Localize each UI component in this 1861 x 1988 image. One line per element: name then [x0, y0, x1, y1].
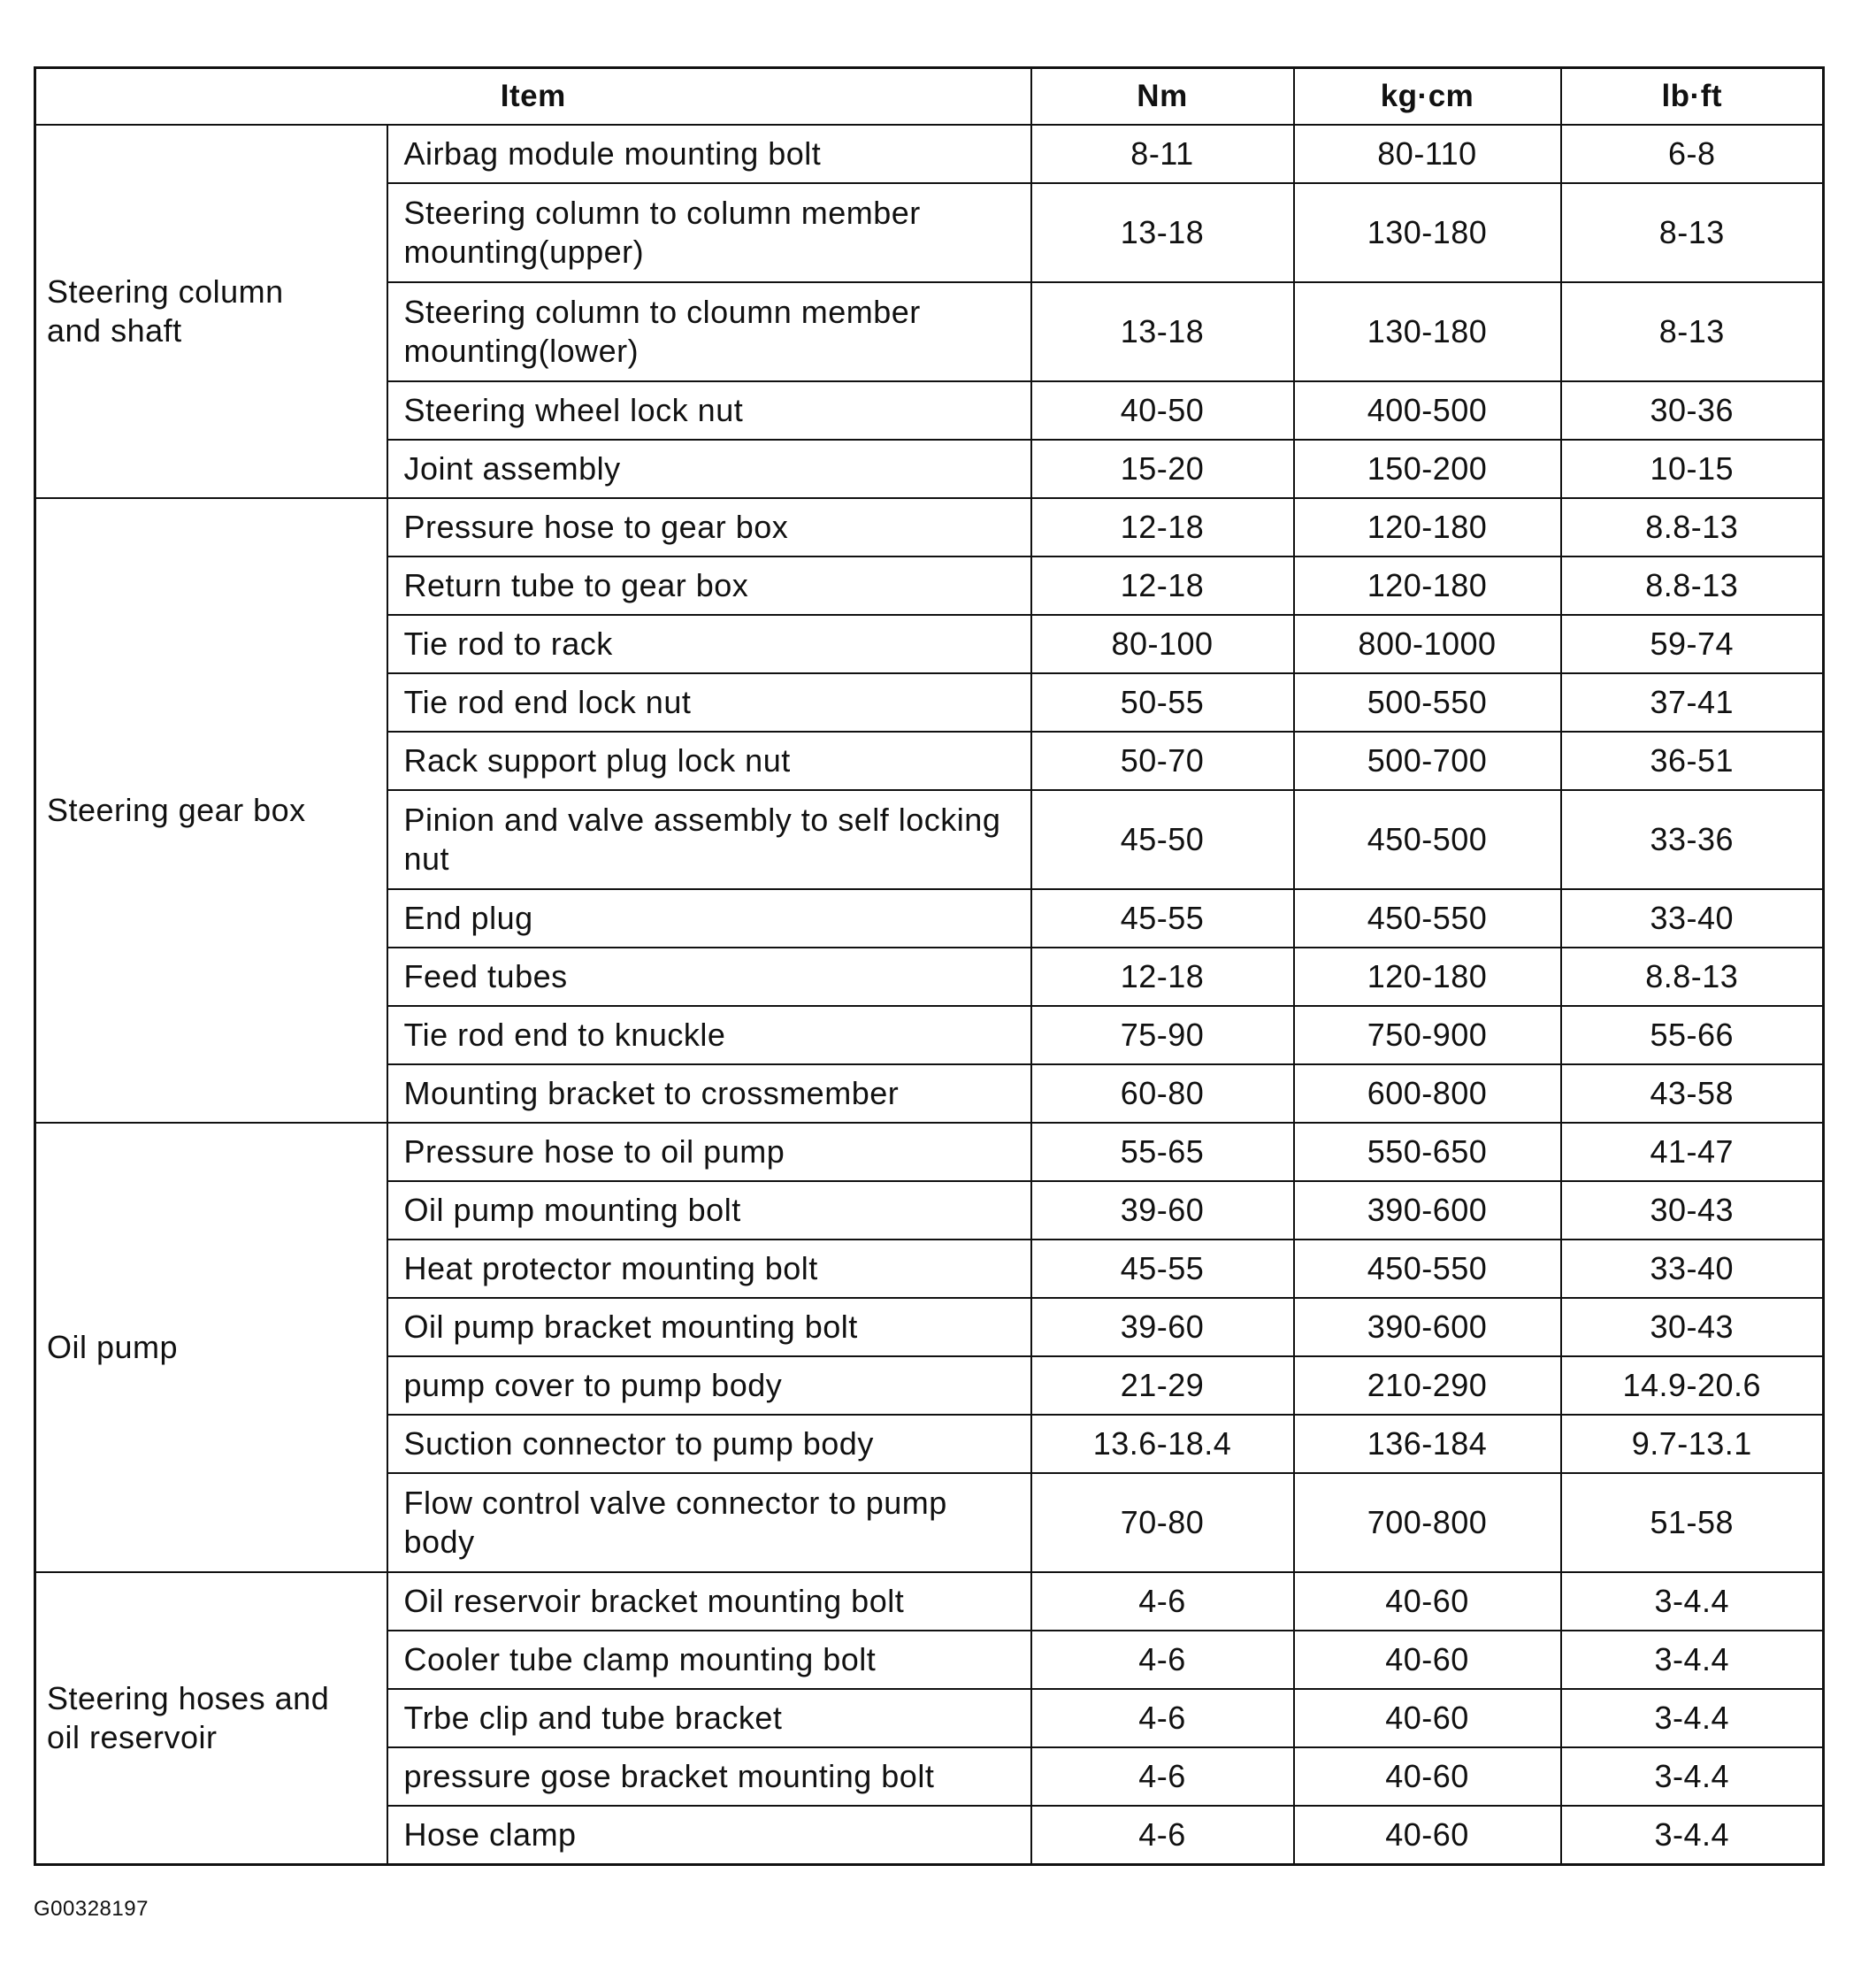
kgcm-cell: 40-60 [1294, 1689, 1561, 1747]
kgcm-cell: 450-500 [1294, 790, 1561, 889]
kgcm-cell: 130-180 [1294, 183, 1561, 282]
column-header-kgcm: kg·cm [1294, 68, 1561, 126]
column-header-lbft: lb·ft [1561, 68, 1824, 126]
lbft-cell: 6-8 [1561, 125, 1824, 183]
kgcm-cell: 450-550 [1294, 889, 1561, 948]
lbft-cell: 3-4.4 [1561, 1572, 1824, 1631]
kgcm-cell: 40-60 [1294, 1631, 1561, 1689]
table-body [35, 125, 1824, 1865]
item-cell: Heat protector mounting bolt [387, 1240, 1031, 1298]
lbft-cell: 30-43 [1561, 1181, 1824, 1240]
group-cell-steering-column-and-shaft [35, 125, 387, 498]
table-row [35, 125, 1824, 183]
item-cell: Return tube to gear box [387, 556, 1031, 615]
nm-cell: 15-20 [1031, 440, 1294, 498]
lbft-cell: 30-43 [1561, 1298, 1824, 1356]
lbft-cell: 33-40 [1561, 1240, 1824, 1298]
header-row [35, 68, 1824, 126]
group-cell-steering-hoses-and-oil-reservoir [35, 1572, 387, 1865]
item-cell: Steering column to column member mounting(upper) [387, 183, 1031, 282]
kgcm-cell: 450-550 [1294, 1240, 1561, 1298]
item-cell: Flow control valve connector to pump body [387, 1473, 1031, 1572]
lbft-cell: 30-36 [1561, 381, 1824, 440]
nm-cell: 4-6 [1031, 1631, 1294, 1689]
lbft-cell: 8-13 [1561, 183, 1824, 282]
kgcm-cell: 120-180 [1294, 498, 1561, 556]
nm-cell: 4-6 [1031, 1572, 1294, 1631]
lbft-cell: 37-41 [1561, 673, 1824, 732]
lbft-cell: 8-13 [1561, 282, 1824, 381]
lbft-cell: 59-74 [1561, 615, 1824, 673]
item-cell: Cooler tube clamp mounting bolt [387, 1631, 1031, 1689]
item-cell: Trbe clip and tube bracket [387, 1689, 1031, 1747]
group-label: Oil pump [47, 1329, 179, 1366]
kgcm-cell: 210-290 [1294, 1356, 1561, 1415]
nm-cell: 50-70 [1031, 732, 1294, 790]
nm-cell: 13.6-18.4 [1031, 1415, 1294, 1473]
lbft-cell: 3-4.4 [1561, 1689, 1824, 1747]
item-cell: pump cover to pump body [387, 1356, 1031, 1415]
group-cell-oil-pump [35, 1123, 387, 1572]
nm-cell: 45-50 [1031, 790, 1294, 889]
item-cell: Steering column to cloumn member mounting(lower) [387, 282, 1031, 381]
column-header-nm: Nm [1031, 68, 1294, 126]
nm-cell: 4-6 [1031, 1747, 1294, 1806]
lbft-cell: 3-4.4 [1561, 1806, 1824, 1865]
lbft-cell: 8.8-13 [1561, 556, 1824, 615]
lbft-cell: 33-40 [1561, 889, 1824, 948]
kgcm-cell: 80-110 [1294, 125, 1561, 183]
kgcm-cell: 120-180 [1294, 556, 1561, 615]
item-cell: Rack support plug lock nut [387, 732, 1031, 790]
kgcm-cell: 150-200 [1294, 440, 1561, 498]
item-cell: Oil reservoir bracket mounting bolt [387, 1572, 1031, 1631]
kgcm-cell: 700-800 [1294, 1473, 1561, 1572]
lbft-cell: 41-47 [1561, 1123, 1824, 1181]
item-cell: Mounting bracket to crossmember [387, 1064, 1031, 1123]
item-cell: Oil pump mounting bolt [387, 1181, 1031, 1240]
item-cell: Tie rod to rack [387, 615, 1031, 673]
torque-spec-table [34, 66, 1825, 1866]
lbft-cell: 8.8-13 [1561, 948, 1824, 1006]
table-row [35, 1123, 1824, 1181]
lbft-cell: 14.9-20.6 [1561, 1356, 1824, 1415]
item-cell: Suction connector to pump body [387, 1415, 1031, 1473]
nm-cell: 12-18 [1031, 556, 1294, 615]
item-cell: Tie rod end to knuckle [387, 1006, 1031, 1064]
nm-cell: 13-18 [1031, 183, 1294, 282]
nm-cell: 45-55 [1031, 889, 1294, 948]
item-cell: Oil pump bracket mounting bolt [387, 1298, 1031, 1356]
kgcm-cell: 120-180 [1294, 948, 1561, 1006]
nm-cell: 8-11 [1031, 125, 1294, 183]
kgcm-cell: 40-60 [1294, 1806, 1561, 1865]
item-cell: Feed tubes [387, 948, 1031, 1006]
lbft-cell: 9.7-13.1 [1561, 1415, 1824, 1473]
kgcm-cell: 130-180 [1294, 282, 1561, 381]
nm-cell: 21-29 [1031, 1356, 1294, 1415]
item-cell: Steering wheel lock nut [387, 381, 1031, 440]
nm-cell: 12-18 [1031, 498, 1294, 556]
kgcm-cell: 390-600 [1294, 1181, 1561, 1240]
kgcm-cell: 400-500 [1294, 381, 1561, 440]
kgcm-cell: 750-900 [1294, 1006, 1561, 1064]
kgcm-cell: 550-650 [1294, 1123, 1561, 1181]
item-cell: End plug [387, 889, 1031, 948]
kgcm-cell: 40-60 [1294, 1572, 1561, 1631]
kgcm-cell: 600-800 [1294, 1064, 1561, 1123]
nm-cell: 13-18 [1031, 282, 1294, 381]
lbft-cell: 43-58 [1561, 1064, 1824, 1123]
nm-cell: 45-55 [1031, 1240, 1294, 1298]
kgcm-cell: 136-184 [1294, 1415, 1561, 1473]
nm-cell: 60-80 [1031, 1064, 1294, 1123]
item-cell: Pinion and valve assembly to self locking nut [387, 790, 1031, 889]
item-cell: Pressure hose to gear box [387, 498, 1031, 556]
item-cell: Airbag module mounting bolt [387, 125, 1031, 183]
nm-cell: 39-60 [1031, 1298, 1294, 1356]
nm-cell: 39-60 [1031, 1181, 1294, 1240]
item-cell: Pressure hose to oil pump [387, 1123, 1031, 1181]
lbft-cell: 3-4.4 [1561, 1631, 1824, 1689]
kgcm-cell: 500-550 [1294, 673, 1561, 732]
nm-cell: 75-90 [1031, 1006, 1294, 1064]
lbft-cell: 55-66 [1561, 1006, 1824, 1064]
table-row [35, 1572, 1824, 1631]
item-cell: Joint assembly [387, 440, 1031, 498]
nm-cell: 70-80 [1031, 1473, 1294, 1572]
group-label: Steering gear box [47, 792, 306, 829]
nm-cell: 4-6 [1031, 1689, 1294, 1747]
lbft-cell: 33-36 [1561, 790, 1824, 889]
nm-cell: 4-6 [1031, 1806, 1294, 1865]
item-cell: pressure gose bracket mounting bolt [387, 1747, 1031, 1806]
lbft-cell: 51-58 [1561, 1473, 1824, 1572]
lbft-cell: 8.8-13 [1561, 498, 1824, 556]
item-cell: Hose clamp [387, 1806, 1031, 1865]
nm-cell: 50-55 [1031, 673, 1294, 732]
lbft-cell: 36-51 [1561, 732, 1824, 790]
kgcm-cell: 40-60 [1294, 1747, 1561, 1806]
kgcm-cell: 500-700 [1294, 732, 1561, 790]
nm-cell: 80-100 [1031, 615, 1294, 673]
nm-cell: 12-18 [1031, 948, 1294, 1006]
group-label: Steering hoses and oil reservoir [47, 1680, 330, 1755]
lbft-cell: 3-4.4 [1561, 1747, 1824, 1806]
group-cell-steering-gear-box [35, 498, 387, 1123]
table-row [35, 498, 1824, 556]
nm-cell: 40-50 [1031, 381, 1294, 440]
nm-cell: 55-65 [1031, 1123, 1294, 1181]
figure-id: G00328197 [34, 1897, 149, 1921]
table-header [35, 68, 1824, 126]
group-label: Steering column and shaft [47, 273, 284, 349]
kgcm-cell: 800-1000 [1294, 615, 1561, 673]
kgcm-cell: 390-600 [1294, 1298, 1561, 1356]
column-header-item: Item [35, 68, 1031, 126]
item-cell: Tie rod end lock nut [387, 673, 1031, 732]
lbft-cell: 10-15 [1561, 440, 1824, 498]
